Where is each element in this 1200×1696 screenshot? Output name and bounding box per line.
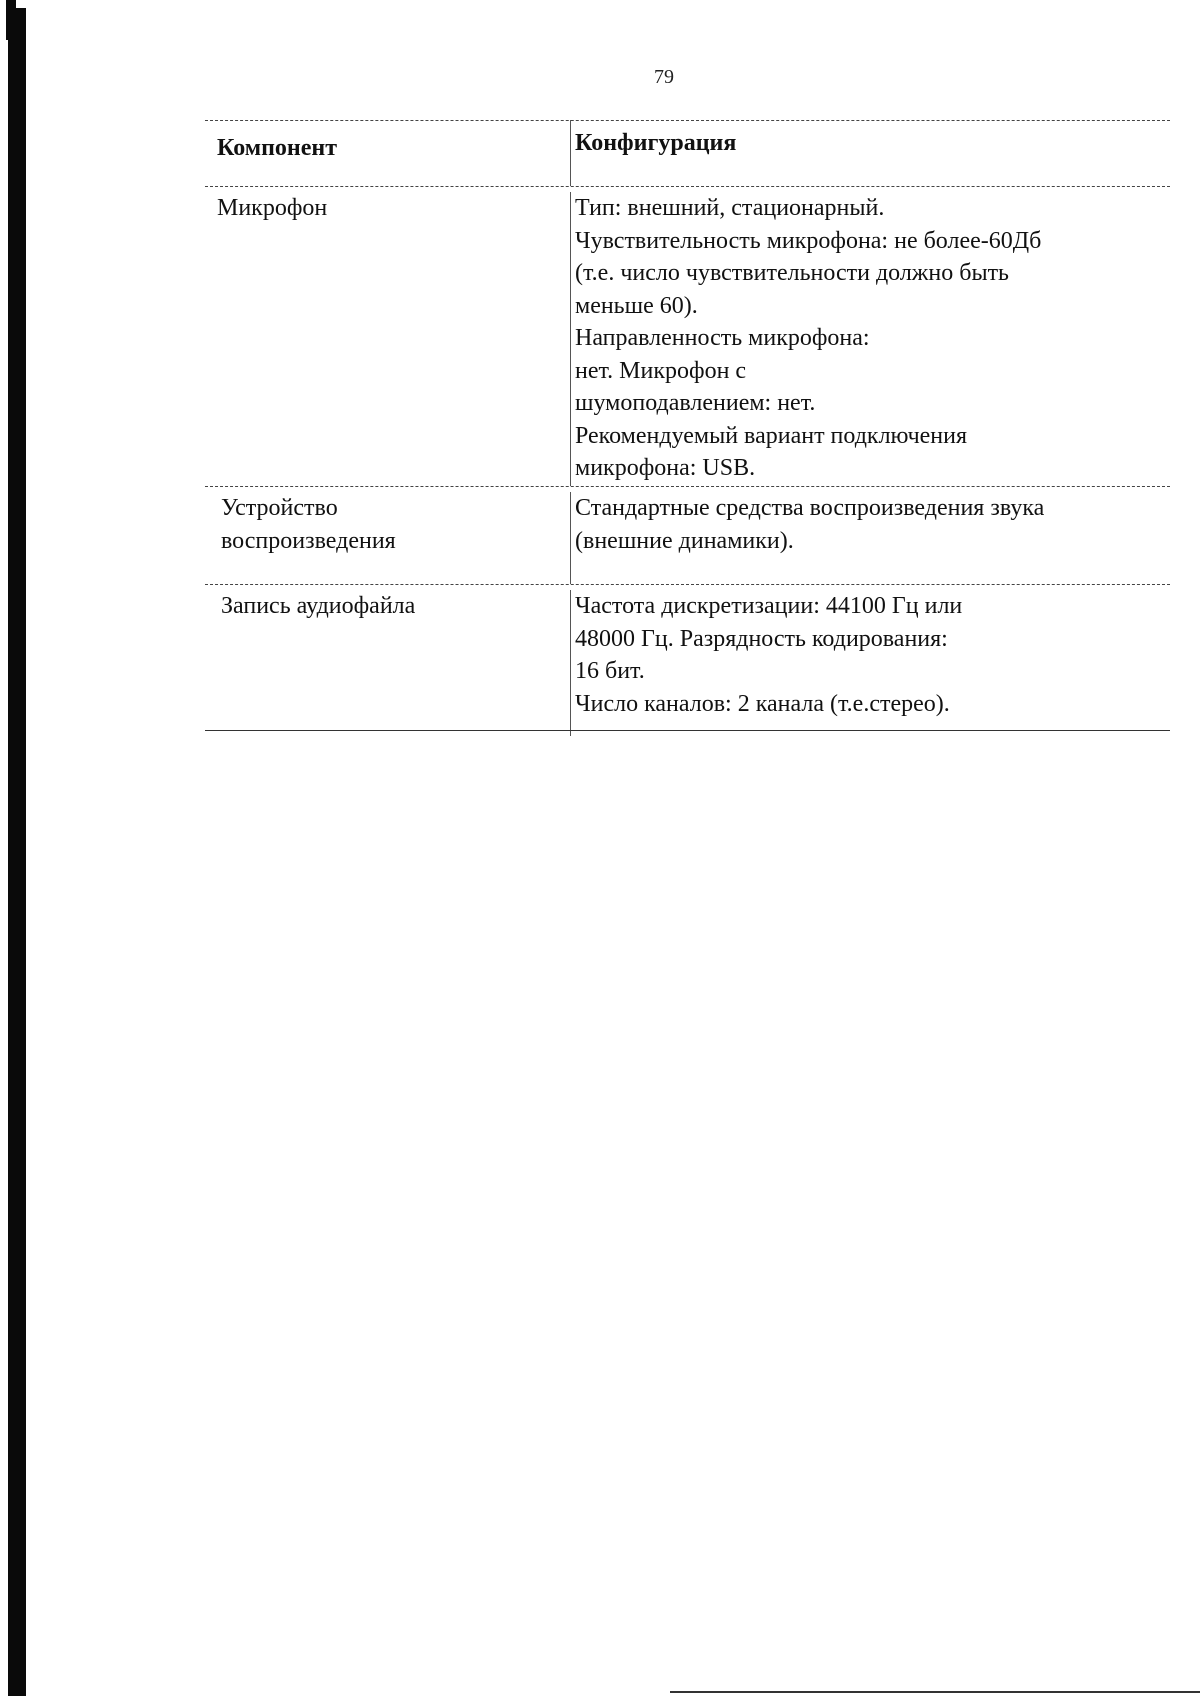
row-component-label: Микрофон	[217, 195, 328, 221]
config-line: (внешние динамики).	[575, 527, 794, 554]
row-rule	[205, 584, 1170, 585]
table-row-microphone	[205, 186, 1170, 486]
config-line: шумоподавлением: нет.	[575, 390, 816, 416]
spec-table	[205, 120, 1170, 736]
config-line: Число каналов: 2 канала (т.е.стерео).	[575, 690, 950, 717]
table-row-playback-device	[205, 486, 1170, 584]
row-configuration	[570, 192, 1170, 486]
config-line: микрофона: USB.	[575, 455, 756, 481]
config-line: Чувствительность микрофона: не более-60Дб	[575, 227, 1042, 254]
scan-binding-edge	[8, 8, 26, 1696]
table-row-audio-recording	[205, 584, 1170, 736]
config-line: меньше 60).	[575, 292, 698, 319]
row-configuration	[570, 590, 1170, 736]
config-line: Тип: внешний, стационарный.	[575, 195, 885, 221]
page-bottom-rule	[670, 1691, 1200, 1693]
header-configuration: Конфигурация	[570, 120, 1170, 186]
config-line: Стандартные средства воспроизведения звука	[575, 495, 1045, 521]
config-line: Направленность микрофона:	[575, 325, 870, 351]
row-configuration	[570, 492, 1170, 584]
page-number: 79	[654, 66, 674, 88]
table-header-row	[205, 120, 1170, 186]
config-line: 16 бит.	[575, 658, 645, 684]
row-rule	[205, 186, 1170, 187]
row-rule	[205, 486, 1170, 487]
config-line: Рекомендуемый вариант подключения	[575, 422, 968, 449]
component-line: Устройство	[221, 495, 338, 521]
header-component: Компонент	[217, 135, 338, 161]
config-line: 48000 Гц. Разрядность кодирования:	[575, 625, 948, 652]
row-component-label	[205, 492, 570, 584]
config-line: (т.е. число чувствительности должно быть	[575, 260, 1010, 286]
component-line: воспроизведения	[221, 527, 396, 554]
config-line: Частота дискретизации: 44100 Гц или	[575, 593, 963, 619]
config-line: нет. Микрофон с	[575, 357, 747, 384]
row-component-label: Запись аудиофайла	[221, 593, 416, 619]
table-bottom-rule	[205, 730, 1170, 731]
